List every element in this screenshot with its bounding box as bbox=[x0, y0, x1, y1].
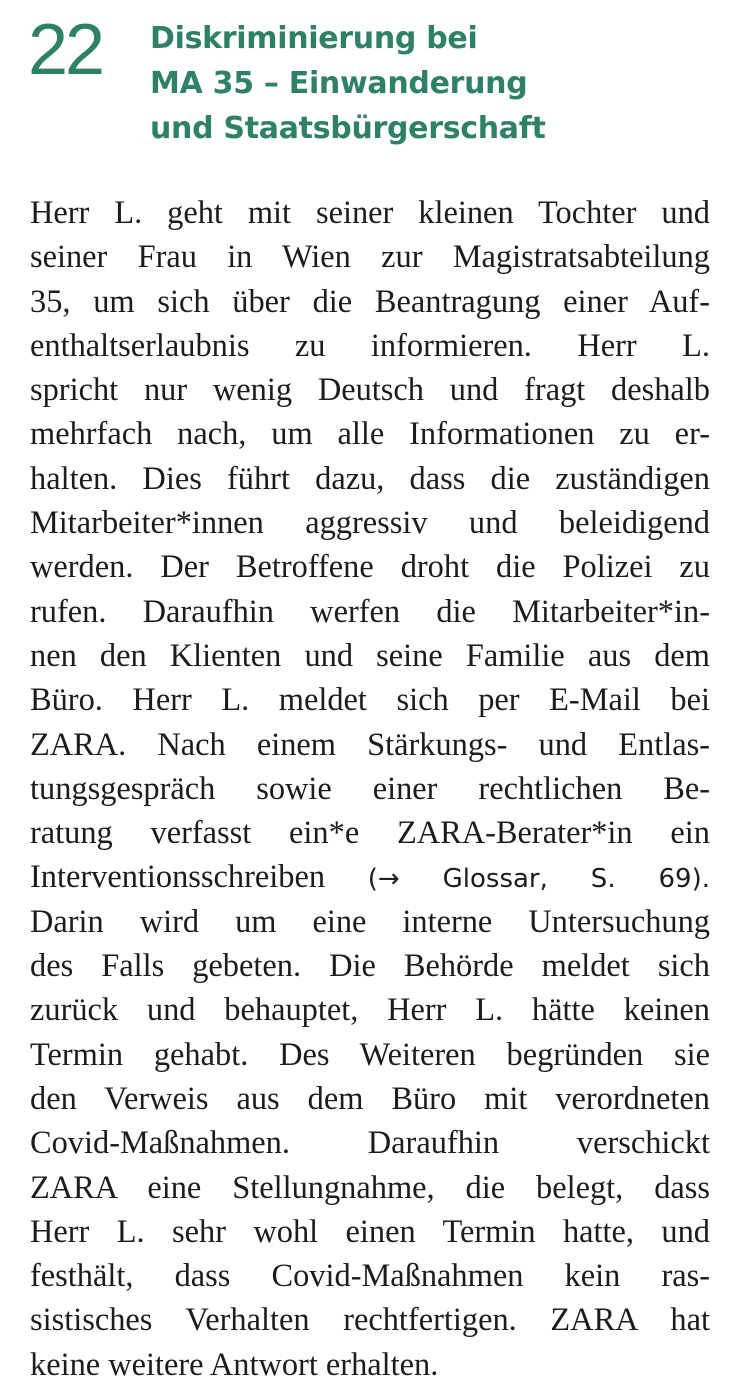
text-line: Büro. Herr L. meldet sich per E-Mail bei bbox=[30, 682, 710, 719]
text-line: halten. Dies führt dazu, dass die zuständigen bbox=[30, 460, 710, 497]
text-line-with-reference bbox=[30, 855, 710, 899]
text-line: keine weitere Antwort erhalten. bbox=[30, 1346, 439, 1383]
text-line: tungsgespräch sowie einer rechtlichen Be- bbox=[30, 770, 710, 807]
text-line: ZARA eine Stellungnahme, die belegt, dass bbox=[30, 1169, 710, 1206]
text-line: ZARA. Nach einem Stärkungs- und Entlas- bbox=[30, 726, 710, 763]
text-line: festhält, dass Covid-Maßnahmen kein ras- bbox=[30, 1258, 710, 1295]
case-title-line: Diskriminierung bei bbox=[150, 21, 478, 56]
text-line: Herr L. geht mit seiner kleinen Tochter und bbox=[30, 195, 710, 231]
text-line: Darin wird um eine interne Untersuchung bbox=[30, 903, 710, 940]
text-line: zurück und behauptet, Herr L. hätte keinen bbox=[30, 992, 710, 1029]
text-line: des Falls gebeten. Die Behörde meldet sich bbox=[30, 948, 710, 985]
text-line: Mitarbeiter*innen aggressiv und beleidigend bbox=[30, 505, 710, 542]
case-number: 22 bbox=[28, 10, 103, 90]
case-description bbox=[30, 191, 710, 1387]
text-line: enthaltserlaubnis zu informieren. Herr L. bbox=[30, 327, 710, 364]
text-segment: Interventionsschreiben bbox=[30, 859, 326, 896]
text-line: den Verweis aus dem Büro mit verordneten bbox=[30, 1080, 710, 1117]
text-line: Termin gehabt. Des Weiteren begründen sie bbox=[30, 1036, 710, 1073]
glossary-reference: (→ Glossar, S. 69). bbox=[367, 864, 710, 895]
case-title-line: MA 35 – Einwanderung bbox=[150, 66, 528, 101]
text-line: werden. Der Betroffene droht die Polizei zu bbox=[30, 549, 710, 586]
case-title bbox=[150, 16, 710, 151]
text-line: sistisches Verhalten rechtfertigen. ZARA hat bbox=[30, 1302, 710, 1339]
text-line: rufen. Daraufhin werfen die Mitarbeiter*in- bbox=[30, 593, 710, 630]
case-header bbox=[28, 10, 718, 154]
text-line: nen den Klienten und seine Familie aus dem bbox=[30, 637, 710, 674]
text-line: Herr L. sehr wohl einen Termin hatte, und bbox=[30, 1213, 710, 1250]
text-line: Covid-Maßnahmen. Daraufhin verschickt bbox=[30, 1125, 710, 1162]
text-line: spricht nur wenig Deutsch und fragt deshalb bbox=[30, 372, 710, 409]
text-line: mehrfach nach, um alle Informationen zu er- bbox=[30, 416, 710, 453]
text-line: seiner Frau in Wien zur Magistratsabteilung bbox=[30, 239, 710, 276]
text-line: 35, um sich über die Beantragung einer Auf- bbox=[30, 283, 710, 320]
case-title-line: und Staatsbürgerschaft bbox=[150, 111, 546, 146]
text-line: ratung verfasst ein*e ZARA-Berater*in ein bbox=[30, 815, 710, 852]
